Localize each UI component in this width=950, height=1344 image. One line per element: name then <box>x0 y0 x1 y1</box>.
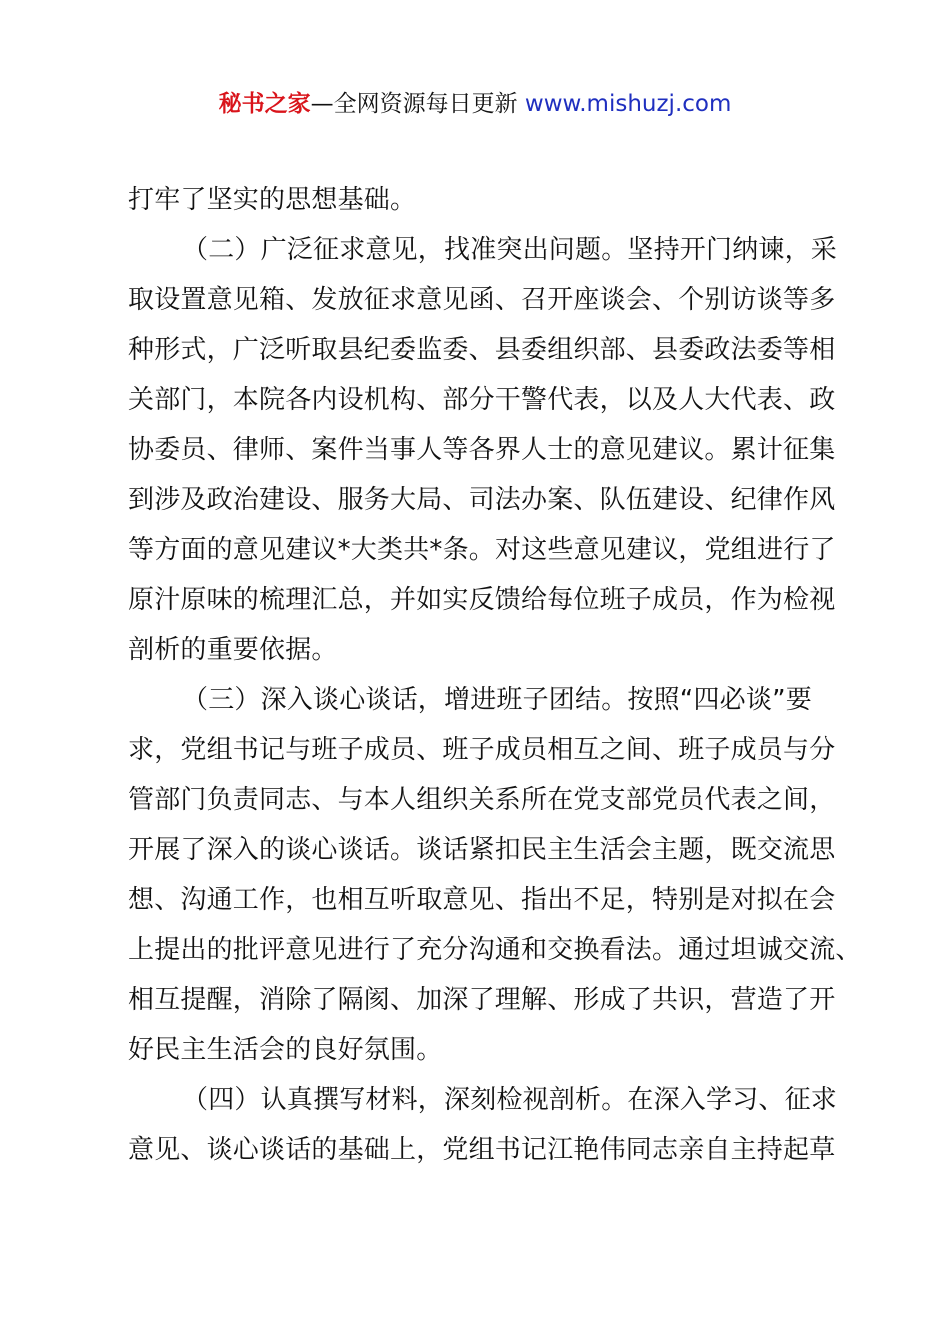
body-line: 原汁原味的梳理汇总，并如实反馈给每位班子成员，作为检视 <box>128 585 836 615</box>
body-line: 等方面的意见建议*大类共*条。对这些意见建议，党组进行了 <box>128 535 836 565</box>
paragraph-heading-line: （二）广泛征求意见，找准突出问题。坚持开门纳谏，采 <box>182 235 838 265</box>
body-line: 协委员、律师、案件当事人等各界人士的意见建议。累计征集 <box>128 435 836 465</box>
paragraph-heading-line: （四）认真撰写材料，深刻检视剖析。在深入学习、征求 <box>182 1085 838 1115</box>
header-brand: 秘书之家 <box>218 91 311 117</box>
body-line: 关部门，本院各内设机构、部分干警代表，以及人大代表、政 <box>128 385 836 415</box>
body-line: 求，党组书记与班子成员、班子成员相互之间、班子成员与分 <box>128 735 836 765</box>
body-line: 开展了深入的谈心谈话。谈话紧扣民主生活会主题，既交流思 <box>128 835 836 865</box>
body-line: 好民主生活会的良好氛围。 <box>128 1035 443 1065</box>
header-tagline: —全网资源每日更新 <box>310 91 525 117</box>
body-line: 相互提醒，消除了隔阂、加深了理解、形成了共识，营造了开 <box>128 985 836 1015</box>
paragraph-heading-line: （三）深入谈心谈话，增进班子团结。按照“四必谈”要 <box>182 685 812 715</box>
body-line: 剖析的重要依据。 <box>128 635 338 665</box>
header-url[interactable]: www.mishuzj.com <box>524 91 732 117</box>
body-line: 取设置意见箱、发放征求意见函、召开座谈会、个别访谈等多 <box>128 285 836 315</box>
document-header <box>0 86 950 122</box>
body-line: 管部门负责同志、与本人组织关系所在党支部党员代表之间， <box>128 785 836 815</box>
body-line: 想、沟通工作，也相互听取意见、指出不足，特别是对拟在会 <box>128 885 836 915</box>
body-line: 种形式，广泛听取县纪委监委、县委组织部、县委政法委等相 <box>128 335 836 365</box>
body-line: 上提出的批评意见进行了充分沟通和交换看法。通过坦诚交流、 <box>128 935 862 965</box>
body-line: 意见、谈心谈话的基础上，党组书记江艳伟同志亲自主持起草 <box>128 1135 836 1165</box>
body-line: 到涉及政治建设、服务大局、司法办案、队伍建设、纪律作风 <box>128 485 836 515</box>
body-line: 打牢了坚实的思想基础。 <box>128 185 417 215</box>
